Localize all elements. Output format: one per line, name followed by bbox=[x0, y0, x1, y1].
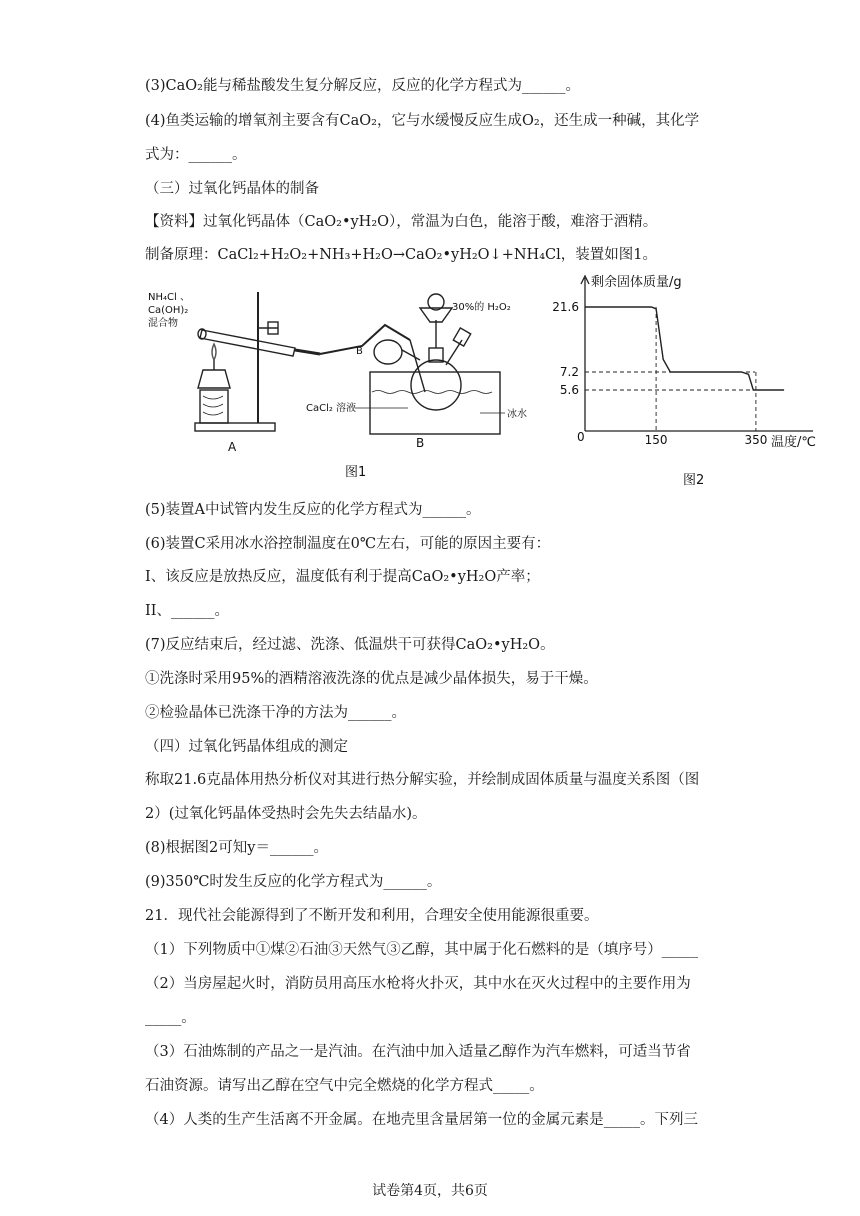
label-cacl2: CaCl₂ 溶液 bbox=[306, 403, 357, 414]
info-note: 【资料】过氧化钙晶体（CaO₂•yH₂O），常温为白色，能溶于酸，难溶于酒精。 bbox=[145, 214, 658, 230]
label-ice-water: 冰水 bbox=[507, 409, 527, 420]
drying-bulb bbox=[374, 340, 402, 364]
mass-temperature-curve bbox=[585, 307, 784, 390]
label-b-bulb: B bbox=[356, 346, 363, 357]
figure-2-caption: 图2 bbox=[683, 473, 705, 488]
y-tick-label: 21.6 bbox=[552, 300, 579, 314]
label-reagents-3: 混合物 bbox=[148, 318, 178, 329]
q5: (5)装置A中试管内发生反应的化学方程式为______。 bbox=[145, 502, 481, 518]
measurement-line-1: 称取21.6克晶体用热分析仪对其进行热分解实验，并绘制成固体质量与温度关系图（图 bbox=[145, 772, 700, 788]
alcohol-lamp bbox=[198, 370, 230, 388]
label-b: B bbox=[416, 436, 425, 450]
q3: (3)CaO₂能与稀盐酸发生复分解反应，反应的化学方程式为______。 bbox=[145, 78, 580, 94]
q4-line1: (4)鱼类运输的增氧剂主要含有CaO₂，它与水缓慢反应生成O₂，还生成一种碱，其化学 bbox=[145, 113, 700, 129]
ice-bath-container bbox=[370, 372, 500, 434]
y-axis-label: 剩余固体质量/g bbox=[591, 275, 682, 290]
q21: 21．现代社会能源得到了不断开发和利用，合理安全使用能源很重要。 bbox=[145, 908, 599, 924]
y-tick-label: 5.6 bbox=[559, 383, 579, 397]
q8: (8)根据图2可知y＝______。 bbox=[145, 840, 328, 856]
q21-part-2-line1: （2）当房屋起火时，消防员用高压水枪将火扑灭，其中水在灭火过程中的主要作用为 bbox=[145, 976, 691, 992]
q7-item-2: ②检验晶体已洗涤干净的方法为______。 bbox=[145, 705, 406, 721]
q21-part-1: （1）下列物质中①煤②石油③天然气③乙醇，其中属于化石燃料的是（填序号）_____ bbox=[145, 942, 698, 958]
wood-block bbox=[200, 390, 228, 423]
label-a: A bbox=[228, 440, 237, 454]
page-footer: 试卷第4页，共6页 bbox=[372, 1183, 488, 1199]
q6: (6)装置C采用冰水浴控制温度在0℃左右，可能的原因主要有： bbox=[145, 536, 551, 552]
q6-reason-ii: II、______。 bbox=[145, 603, 229, 619]
figure-2-chart bbox=[552, 266, 830, 491]
label-reagents-1: NH₄Cl 、 bbox=[148, 292, 190, 303]
q21-part-2-line2: _____。 bbox=[145, 1010, 196, 1026]
section-3-heading: （三）过氧化钙晶体的制备 bbox=[145, 181, 319, 197]
figure-1-apparatus bbox=[140, 280, 550, 480]
y-tick-label: 7.2 bbox=[559, 365, 579, 379]
q6-reason-i: I、该反应是放热反应，温度低有利于提高CaO₂•yH₂O产率； bbox=[145, 569, 540, 585]
figure-1-caption: 图1 bbox=[345, 465, 367, 480]
q21-part-3-line1: （3）石油炼制的产品之一是汽油。在汽油中加入适量乙醇作为汽车燃料，可适当节省 bbox=[145, 1044, 691, 1060]
label-reagents-2: Ca(OH)₂ bbox=[148, 305, 189, 316]
q7: (7)反应结束后，经过滤、洗涤、低温烘干可获得CaO₂•yH₂O。 bbox=[145, 637, 555, 653]
section-4-heading: （四）过氧化钙晶体组成的测定 bbox=[145, 739, 348, 755]
q9: (9)350℃时发生反应的化学方程式为______。 bbox=[145, 874, 442, 890]
origin-label: 0 bbox=[577, 430, 585, 444]
q4-line2: 式为：______。 bbox=[145, 147, 247, 163]
q21-part-3-line2: 石油资源。请写出乙醇在空气中完全燃烧的化学方程式_____。 bbox=[145, 1078, 544, 1094]
stand-base bbox=[195, 423, 275, 431]
x-axis-label: 温度/℃ bbox=[771, 435, 816, 450]
preparation-principle: 制备原理：CaCl₂+H₂O₂+NH₃+H₂O→CaO₂•yH₂O↓+NH₄Cl，装置如图1。 bbox=[145, 247, 657, 263]
x-tick-label: 150 bbox=[644, 433, 668, 447]
q7-item-1: ①洗涤时采用95%的酒精溶液洗涤的优点是减少晶体损失，易于干燥。 bbox=[145, 671, 598, 687]
measurement-line-2: 2）(过氧化钙晶体受热时会先失去结晶水)。 bbox=[145, 806, 427, 822]
x-tick-label: 350 bbox=[744, 433, 768, 447]
q21-part-4: （4）人类的生产生活离不开金属。在地壳里含量居第一位的金属元素是_____。下列三 bbox=[145, 1112, 698, 1128]
label-h2o2: 30%的 H₂O₂ bbox=[452, 302, 511, 313]
